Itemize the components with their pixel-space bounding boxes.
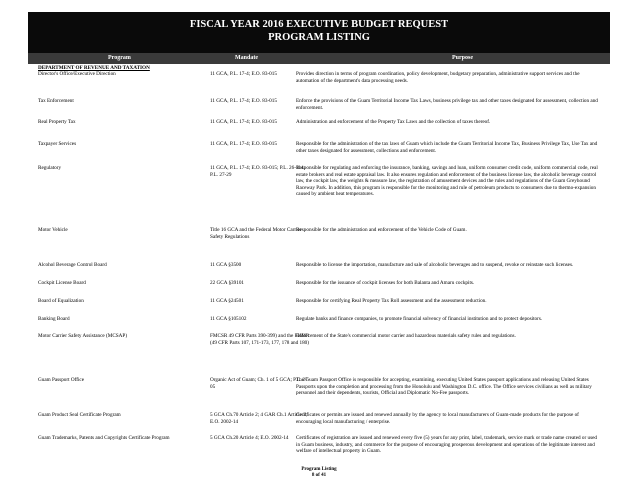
page-header [28,12,610,53]
column-header-purpose: Purpose [452,55,473,61]
program-cell: Board of Equalization [38,298,84,304]
purpose-cell: Certificates or permits are issued and renewed annually by the agency to local manufacturers of Guam-made products for the purpose of encouraging local manufacturing / enterprise. [296,412,579,425]
mandate-cell: 11 GCA §3500 [210,262,242,268]
mandate-cell: 22 GCA §39101 [210,280,245,286]
program-cell: Guam Product Seal Certificate Program [38,412,121,418]
mandate-cell: Title 16 GCA and the Federal Motor Carrier Safety Regulations [210,227,302,240]
section-title: DEPARTMENT OF REVENUE AND TAXATION [38,65,150,71]
purpose-cell: Administration and enforcement of the Property Tax Laws and the collection of taxes thereof. [296,119,491,125]
column-header-program: Program [108,55,131,61]
purpose-cell: Provides direction in terms of program coordination, policy development, budgetary preparation, administrative support services and the automation of the department's data processing needs. [296,71,580,84]
mandate-cell: 5 GCA Ch.70 Article 2; 4 GAR Ch.1 Article 2; E.O. 2002-14 [210,412,308,425]
program-cell: Alcohol Beverage Control Board [38,262,107,268]
page-number: 8 of 41 [311,473,327,478]
page-title: FISCAL YEAR 2016 EXECUTIVE BUDGET REQUEST [189,19,449,30]
purpose-cell: Enforce the provisions of the Guam Territorial Income Tax Laws, business privilege tax and other taxes designated for assessment, collection and enforcement. [296,98,598,111]
program-cell: Banking Board [38,316,70,322]
page-subtitle: PROGRAM LISTING [268,32,370,43]
mandate-cell: 11 GCA, P.L. 17-4; E.O. 83-015 [210,71,277,77]
mandate-cell: 11 GCA, P.L. 17-4; E.O. 83-015; P.L. 26-114; P.L. 27-29 [210,165,306,178]
mandate-cell: 11 GCA, P.L. 17-4; E.O. 83-015 [210,119,277,125]
program-cell: Guam Passport Office [38,377,85,383]
mandate-cell: 5 GCA Ch.20 Article 4; E.O. 2002-14 [210,435,289,441]
column-header-mandate: Mandate [235,55,258,61]
column-header-row [28,53,610,64]
purpose-cell: Responsible to license the importation, manufacture and sale of alcoholic beverages and to suspend, revoke or reinstate such licenses. [296,262,574,268]
program-cell: Motor Carrier Safety Assistance (MCSAP) [38,333,128,339]
mandate-cell: 11 GCA §24501 [210,298,244,304]
program-cell: Tax Enforcement [38,98,74,104]
footer-label: Program Listing [301,467,337,472]
program-cell: Real Property Tax [38,119,76,125]
mandate-cell: Organic Act of Guam; Ch. 1 of 5 GCA; P.L. 27-05 [210,377,310,390]
purpose-cell: Regulate banks and finance companies, to promote financial solvency of financial institution and to protect depositors. [296,316,543,322]
purpose-cell: Responsible for the administration of the tax laws of Guam which include the Guam Territorial Income Tax, Business Privilege Tax, Use Tax and other taxes designated for assessment, collections and enforcement. [296,141,598,154]
mandate-cell: 11 GCA, P.L. 17-4; E.O. 83-015 [210,141,277,147]
mandate-cell: 11 GCA, P.L. 17-4; E.O. 83-015 [210,98,277,104]
program-cell: Cockpit License Board [38,280,86,286]
mandate-cell: 11 GCA §105102 [210,316,247,322]
purpose-cell: Responsible for certifying Real Property Tax Roll assessment and the assessment reduction. [296,298,487,304]
program-cell: Director's Office/Executive Direction [38,71,116,77]
purpose-cell: Responsible for the issuance of cockpit licenses for both Balanta and Amaru cockpits. [296,280,475,286]
mandate-cell: FMCSR 49 CFR Parts 390-399) and the FHMR (49 CFR Parts 107, 171-173, 177, 178 and 180) [210,333,310,346]
page-footer [0,467,638,479]
purpose-cell: Enforcement of the State's commercial motor carrier and hazardous materials safety rules and regulations. [296,333,516,339]
program-cell: Taxpayer Services [38,141,77,147]
purpose-cell: The Guam Passport Office is responsible for accepting, examining, executing United States passport applications and releasing United States Passports upon the completion and processing from the Honolulu and Washington D.C. office. The Office services civilians as well as military personnel and their dependents, tourists, Official and Diplomatic No-Fee passports. [296,377,592,397]
purpose-cell: Certificates of registration are issued and renewed every five (5) years for any print, label, trademark, service mark or trade name created or used in Guam business, industry, and commerce for the purpose of encouraging prosperous development and operations of the legitimate interest and welfare of intellectual property in Guam. [296,435,598,455]
program-cell: Motor Vehicle [38,227,68,233]
program-cell: Regulatory [38,165,62,171]
purpose-cell: Responsible for the administration and enforcement of the Vehicle Code of Guam. [296,227,467,233]
purpose-cell: Responsible for regulating and enforcing the insurance, banking, savings and loan, uniform consumer credit code, uniform commercial code, real estate brokers and real estate appraisal law. It also ensures regulation and enforcement of the business license law, the alcoholic beverage control law, the cockpit law, the weights & measure law, the registration of amusement devices and the rules and regulations of the Guam Greyhound Raceway Park. In addition, this program is responsible for the monitoring and rule of petroleum products to consumers due to thermo-expansion caused by ambient heat temperatures. [296,165,598,198]
program-cell: Guam Trademarks, Patents and Copyrights Certificate Program [38,435,170,441]
